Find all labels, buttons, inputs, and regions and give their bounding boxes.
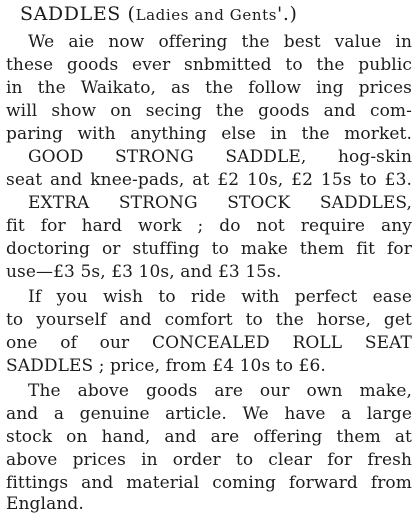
heading-open-paren: ( bbox=[120, 3, 136, 25]
text-line: EXTRA STRONG STOCK SADDLES, bbox=[28, 193, 412, 213]
text-line: above prices in order to clear for fresh bbox=[6, 450, 412, 470]
text-line: SADDLES ; price, from £4 10s to £6. bbox=[6, 356, 326, 376]
text-line: paring with anything else in the morket. bbox=[6, 124, 412, 144]
text-line: The above goods are our own make, bbox=[28, 381, 412, 401]
text-line: and a genuine article. We have a large bbox=[6, 404, 412, 424]
text-line: fit for hard work ; do not require any bbox=[6, 216, 412, 236]
text-line: fittings and material coming forward from bbox=[6, 473, 412, 493]
text-line: one of our CONCEALED ROLL SEAT bbox=[6, 333, 412, 353]
heading-main: SADDLES bbox=[20, 3, 121, 25]
text-line: in the Waikato, as the follow ing prices bbox=[6, 78, 412, 98]
text-line: stock on hand, and are offering them at bbox=[6, 427, 412, 447]
text-line: these goods ever snbmitted to the public bbox=[6, 55, 412, 75]
text-line: We aie now offering the best value in bbox=[28, 32, 412, 52]
text-line: If you wish to ride with perfect ease bbox=[28, 287, 412, 307]
text-line: seat and knee-pads, at £2 10s, £2 15s to £3. bbox=[6, 170, 412, 190]
text-line: to yourself and comfort to the horse, get bbox=[6, 310, 412, 330]
text-line: use—£3 5s, £3 10s, and £3 15s. bbox=[6, 262, 282, 282]
text-line: England. bbox=[6, 494, 84, 514]
text-line: doctoring or stuffing to make them fit for bbox=[6, 239, 412, 259]
text-line: will show on secing the goods and com- bbox=[6, 101, 412, 121]
text-line: GOOD STRONG SADDLE, hog-skin bbox=[28, 147, 412, 167]
heading-close: '.) bbox=[277, 3, 298, 25]
heading-sub: Ladies and Gents bbox=[135, 6, 278, 24]
ad-heading bbox=[20, 4, 410, 25]
